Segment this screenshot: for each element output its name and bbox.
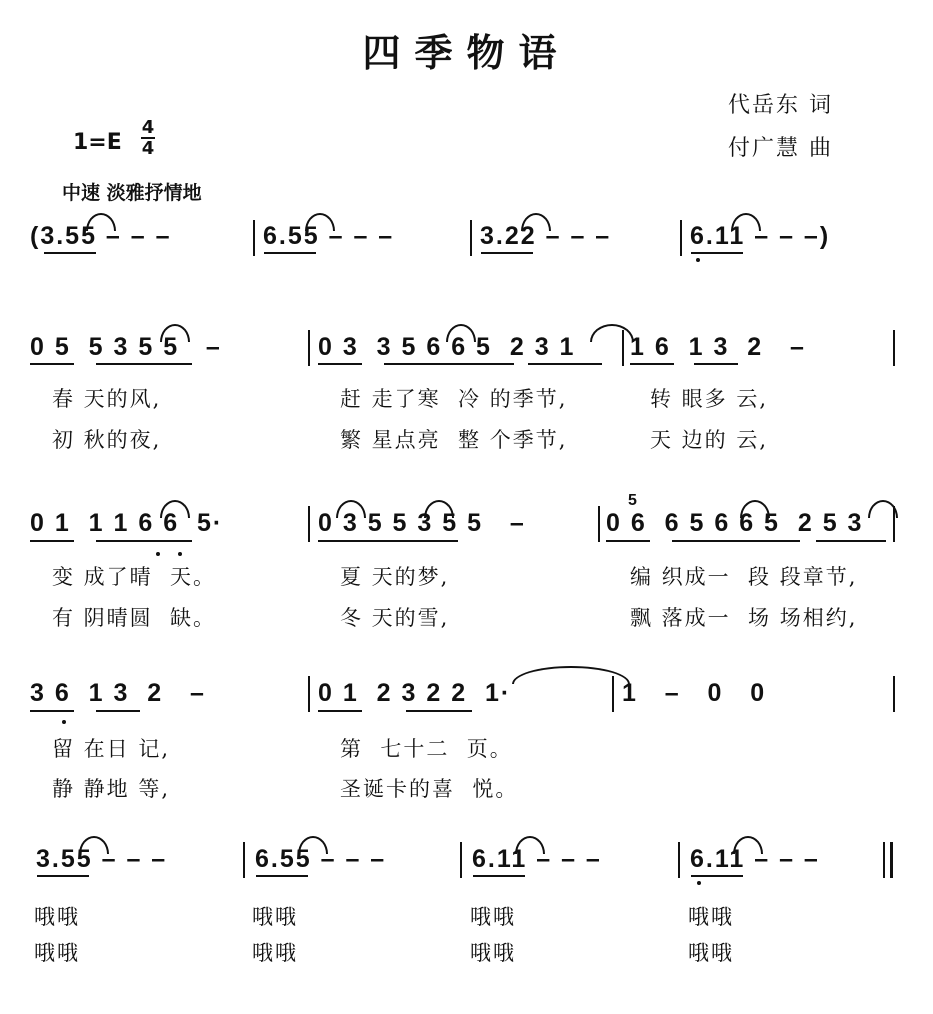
tie-arc (521, 213, 551, 231)
row4-lyric1-c: 哦哦 (470, 905, 516, 929)
low-octave-dot (156, 552, 160, 556)
underline (630, 363, 674, 365)
row4-lyric1-b: 哦哦 (252, 905, 298, 929)
tie-arc (305, 213, 335, 231)
underline (318, 540, 458, 542)
barline (598, 506, 600, 542)
row2-bar-1: 0 1 1 1 6 6 5· (30, 509, 224, 537)
row4-lyric2-a: 哦哦 (34, 941, 80, 965)
intro-bar-2: 6.55 – – – (263, 222, 395, 250)
tie-arc (731, 213, 761, 231)
key-signature: 1=E (73, 130, 122, 155)
row2-lyric1-c: 编 织成一 段 段章节, (630, 565, 858, 589)
intro-bar-4: 6.11 – – –) (690, 222, 831, 250)
barline (680, 220, 682, 256)
underline (37, 875, 89, 877)
time-signature-top: 4 (141, 117, 155, 138)
underline (30, 363, 74, 365)
underline (528, 363, 602, 365)
barline (893, 676, 895, 712)
intro-bar-3: 3.22 – – – (480, 222, 612, 250)
low-octave-dot (62, 720, 66, 724)
row2-bar-2: 0 3 5 5 3 5 5 – (318, 509, 526, 537)
row2-lyric2-a: 有 阴晴圆 缺。 (52, 606, 217, 630)
intro-bar-1: (3.55 – – – (30, 222, 172, 250)
row1-lyric2-c: 天 边的 云, (650, 428, 769, 452)
row3-lyric1-a: 留 在日 记, (52, 737, 171, 761)
underline (473, 875, 525, 877)
underline (318, 363, 362, 365)
time-signature-bottom: 4 (141, 138, 155, 159)
tie-arc (590, 324, 634, 342)
grace-note: 5 (628, 492, 637, 509)
underline (30, 540, 74, 542)
underline (264, 252, 316, 254)
row1-lyric2-a: 初 秋的夜, (52, 428, 162, 452)
underline (481, 252, 533, 254)
tie-arc (79, 836, 109, 854)
row3-bar-2: 0 1 2 3 2 2 1· (318, 679, 512, 707)
tie-arc (336, 500, 366, 518)
barline (460, 842, 462, 878)
underline (30, 710, 74, 712)
underline (816, 540, 886, 542)
underline (691, 252, 743, 254)
row1-lyric1-b: 赶 走了寒 冷 的季节, (340, 387, 568, 411)
row4-lyric2-c: 哦哦 (470, 941, 516, 965)
barline (253, 220, 255, 256)
tie-arc (160, 500, 190, 518)
tie-arc (740, 500, 770, 518)
row2-bar-3: 0 6 6 5 6 6 5 2 5 3 (606, 509, 864, 537)
tie-arc (512, 666, 630, 684)
tie-arc (424, 500, 454, 518)
barline (678, 842, 680, 878)
low-octave-dot (696, 258, 700, 262)
underline (606, 540, 650, 542)
song-title: 四季物语 (362, 30, 571, 75)
row2-lyric2-c: 飘 落成一 场 场相约, (630, 606, 858, 630)
time-signature (140, 118, 156, 158)
row3-lyric1-b: 第 七十二 页。 (340, 737, 513, 761)
barline (893, 330, 895, 366)
row4-bar-4: 6.11 – – – (690, 845, 820, 873)
final-barline-thin (883, 842, 885, 878)
row4-bar-1: 3.55 – – – (36, 845, 168, 873)
barline (470, 220, 472, 256)
barline (308, 330, 310, 366)
underline (691, 875, 743, 877)
underline (406, 710, 472, 712)
tie-arc (515, 836, 545, 854)
row3-lyric2-a: 静 静地 等, (52, 777, 171, 801)
row2-lyric1-b: 夏 天的梦, (340, 565, 450, 589)
underline (318, 710, 362, 712)
underline (96, 540, 192, 542)
row4-bar-2: 6.55 – – – (255, 845, 387, 873)
row1-lyric1-c: 转 眼多 云, (650, 387, 769, 411)
tie-arc (160, 324, 190, 342)
row1-bar-3: 1 6 1 3 2 – (630, 333, 806, 361)
low-octave-dot (178, 552, 182, 556)
tempo-marking: 中速 淡雅抒情地 (62, 182, 202, 204)
underline (96, 363, 192, 365)
row4-lyric1-d: 哦哦 (688, 905, 734, 929)
row4-bar-3: 6.11 – – – (472, 845, 602, 873)
underline (384, 363, 514, 365)
row1-bar-2: 0 3 3 5 6 6 5 2 3 1 (318, 333, 576, 361)
low-octave-dot (697, 881, 701, 885)
tie-arc (298, 836, 328, 854)
tie-arc (446, 324, 476, 342)
row1-lyric1-a: 春 天的风, (52, 387, 162, 411)
underline (96, 710, 140, 712)
barline (243, 842, 245, 878)
underline (694, 363, 738, 365)
row4-lyric2-b: 哦哦 (252, 941, 298, 965)
row2-lyric1-a: 变 成了晴 天。 (52, 565, 217, 589)
row1-bar-1: 0 5 5 3 5 5 – (30, 333, 222, 361)
tie-arc (733, 836, 763, 854)
barline (308, 506, 310, 542)
row1-lyric2-b: 繁 星点亮 整 个季节, (340, 428, 568, 452)
lyricist-credit: 代岳东 词 (728, 93, 833, 118)
row3-bar-1: 3 6 1 3 2 – (30, 679, 206, 707)
row3-lyric2-b: 圣诞卡的喜 悦。 (340, 777, 519, 801)
composer-credit: 付广慧 曲 (728, 136, 833, 161)
underline (256, 875, 308, 877)
tie-arc (86, 213, 116, 231)
underline (672, 540, 800, 542)
tie-arc (868, 500, 898, 518)
row4-lyric1-a: 哦哦 (34, 905, 80, 929)
row4-lyric2-d: 哦哦 (688, 941, 734, 965)
row3-bar-3: 1 – 0 0 (622, 679, 767, 707)
row2-lyric2-b: 冬 天的雪, (340, 606, 450, 630)
barline (308, 676, 310, 712)
underline (44, 252, 96, 254)
final-barline-thick (890, 842, 893, 878)
